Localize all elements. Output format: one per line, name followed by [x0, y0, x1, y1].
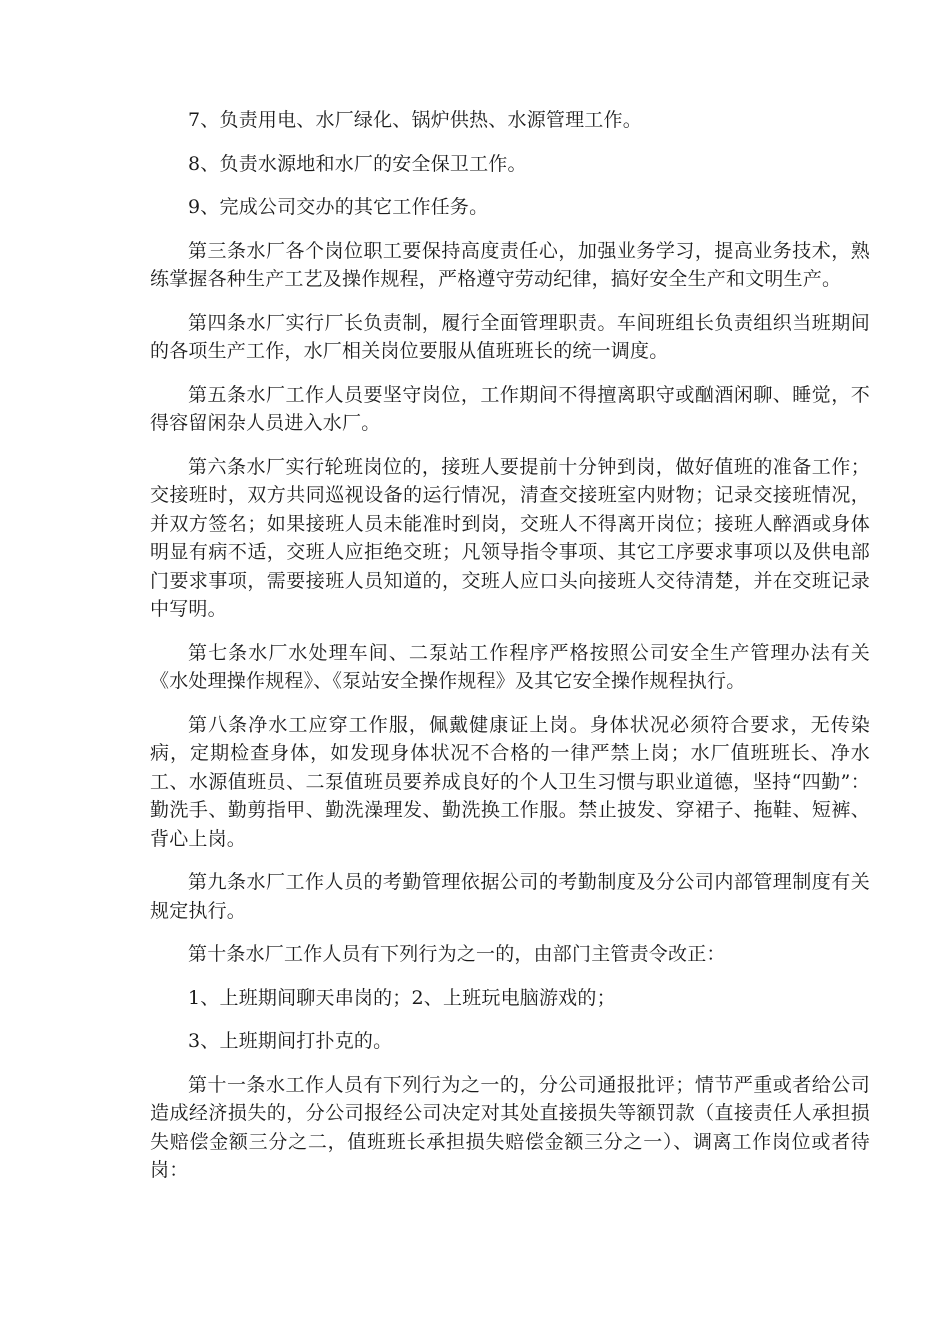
paragraph-article-5: 第五条水厂工作人员要坚守岗位，工作期间不得擅离职守或酗酒闲聊、睡觉，不得容留闲杂人员进入水厂。 [150, 383, 870, 434]
paragraph-article-10: 第十条水厂工作人员有下列行为之一的，由部门主管责令改正： [188, 943, 726, 965]
paragraph-article-6: 第六条水厂实行轮班岗位的，接班人要提前十分钟到岗，做好值班的准备工作；交接班时，双方共同巡视设备的运行情况，清查交接班室内财物；记录交接班情况，并双方签名；如果接班人员未能准时到岗，交班人不得离开岗位；接班人醉酒或身体明显有病不适，交班人应拒绝交班；凡领导指令事项、其它工序要求事项以及供电部门要求事项，需要接班人员知道的，交班人应口头向接班人交待清楚，并在交班记录中写明。 [150, 455, 870, 620]
paragraph-article-4: 第四条水厂实行厂长负责制，履行全面管理职责。车间班组长负责组织当班期间的各项生产工作，水厂相关岗位要服从值班班长的统一调度。 [150, 311, 870, 362]
paragraph-item-8: 8、负责水源地和水厂的安全保卫工作。 [188, 152, 527, 175]
paragraph-article-9: 第九条水厂工作人员的考勤管理依据公司的考勤制度及分公司内部管理制度有关规定执行。 [150, 871, 870, 922]
paragraph-article-3: 第三条水厂各个岗位职工要保持高度责任心，加强业务学习，提高业务技术，熟练掌握各种生产工艺及操作规程，严格遵守劳动纪律，搞好安全生产和文明生产。 [150, 239, 870, 290]
paragraph-list-item-3: 3、上班期间打扑克的。 [188, 1030, 393, 1052]
paragraph-article-11: 第十一条水工作人员有下列行为之一的，分公司通报批评；情节严重或者给公司造成经济损失的，分公司报经公司决定对其处直接损失等额罚款（直接责任人承担损失赔偿金额三分之二，值班班长承担损失赔偿金额三分之一）、调离工作岗位或者待岗： [150, 1073, 870, 1181]
paragraph-list-items-1-2: 1、上班期间聊天串岗的；2、上班玩电脑游戏的； [188, 986, 616, 1009]
paragraph-article-7: 第七条水厂水处理车间、二泵站工作程序严格按照公司安全生产管理办法有关《水处理操作规程》、《泵站安全操作规程》及其它安全操作规程执行。 [150, 641, 870, 692]
document-body [150, 106, 870, 1200]
paragraph-item-9: 9、完成公司交办的其它工作任务。 [188, 196, 489, 218]
paragraph-item-7: 7、负责用电、水厂绿化、锅炉供热、水源管理工作。 [188, 109, 642, 131]
paragraph-article-8: 第八条净水工应穿工作服，佩戴健康证上岗。身体状况必须符合要求，无传染病，定期检查身体，如发现身体状况不合格的一律严禁上岗；水厂值班班长、净水工、水源值班员、二泵值班员要养成良好的个人卫生习惯与职业道德，坚持“四勤”：勤洗手、勤剪指甲、勤洗澡理发、勤洗换工作服。禁止披发、穿裙子、拖鞋、短裤、背心上岗。 [150, 713, 870, 850]
